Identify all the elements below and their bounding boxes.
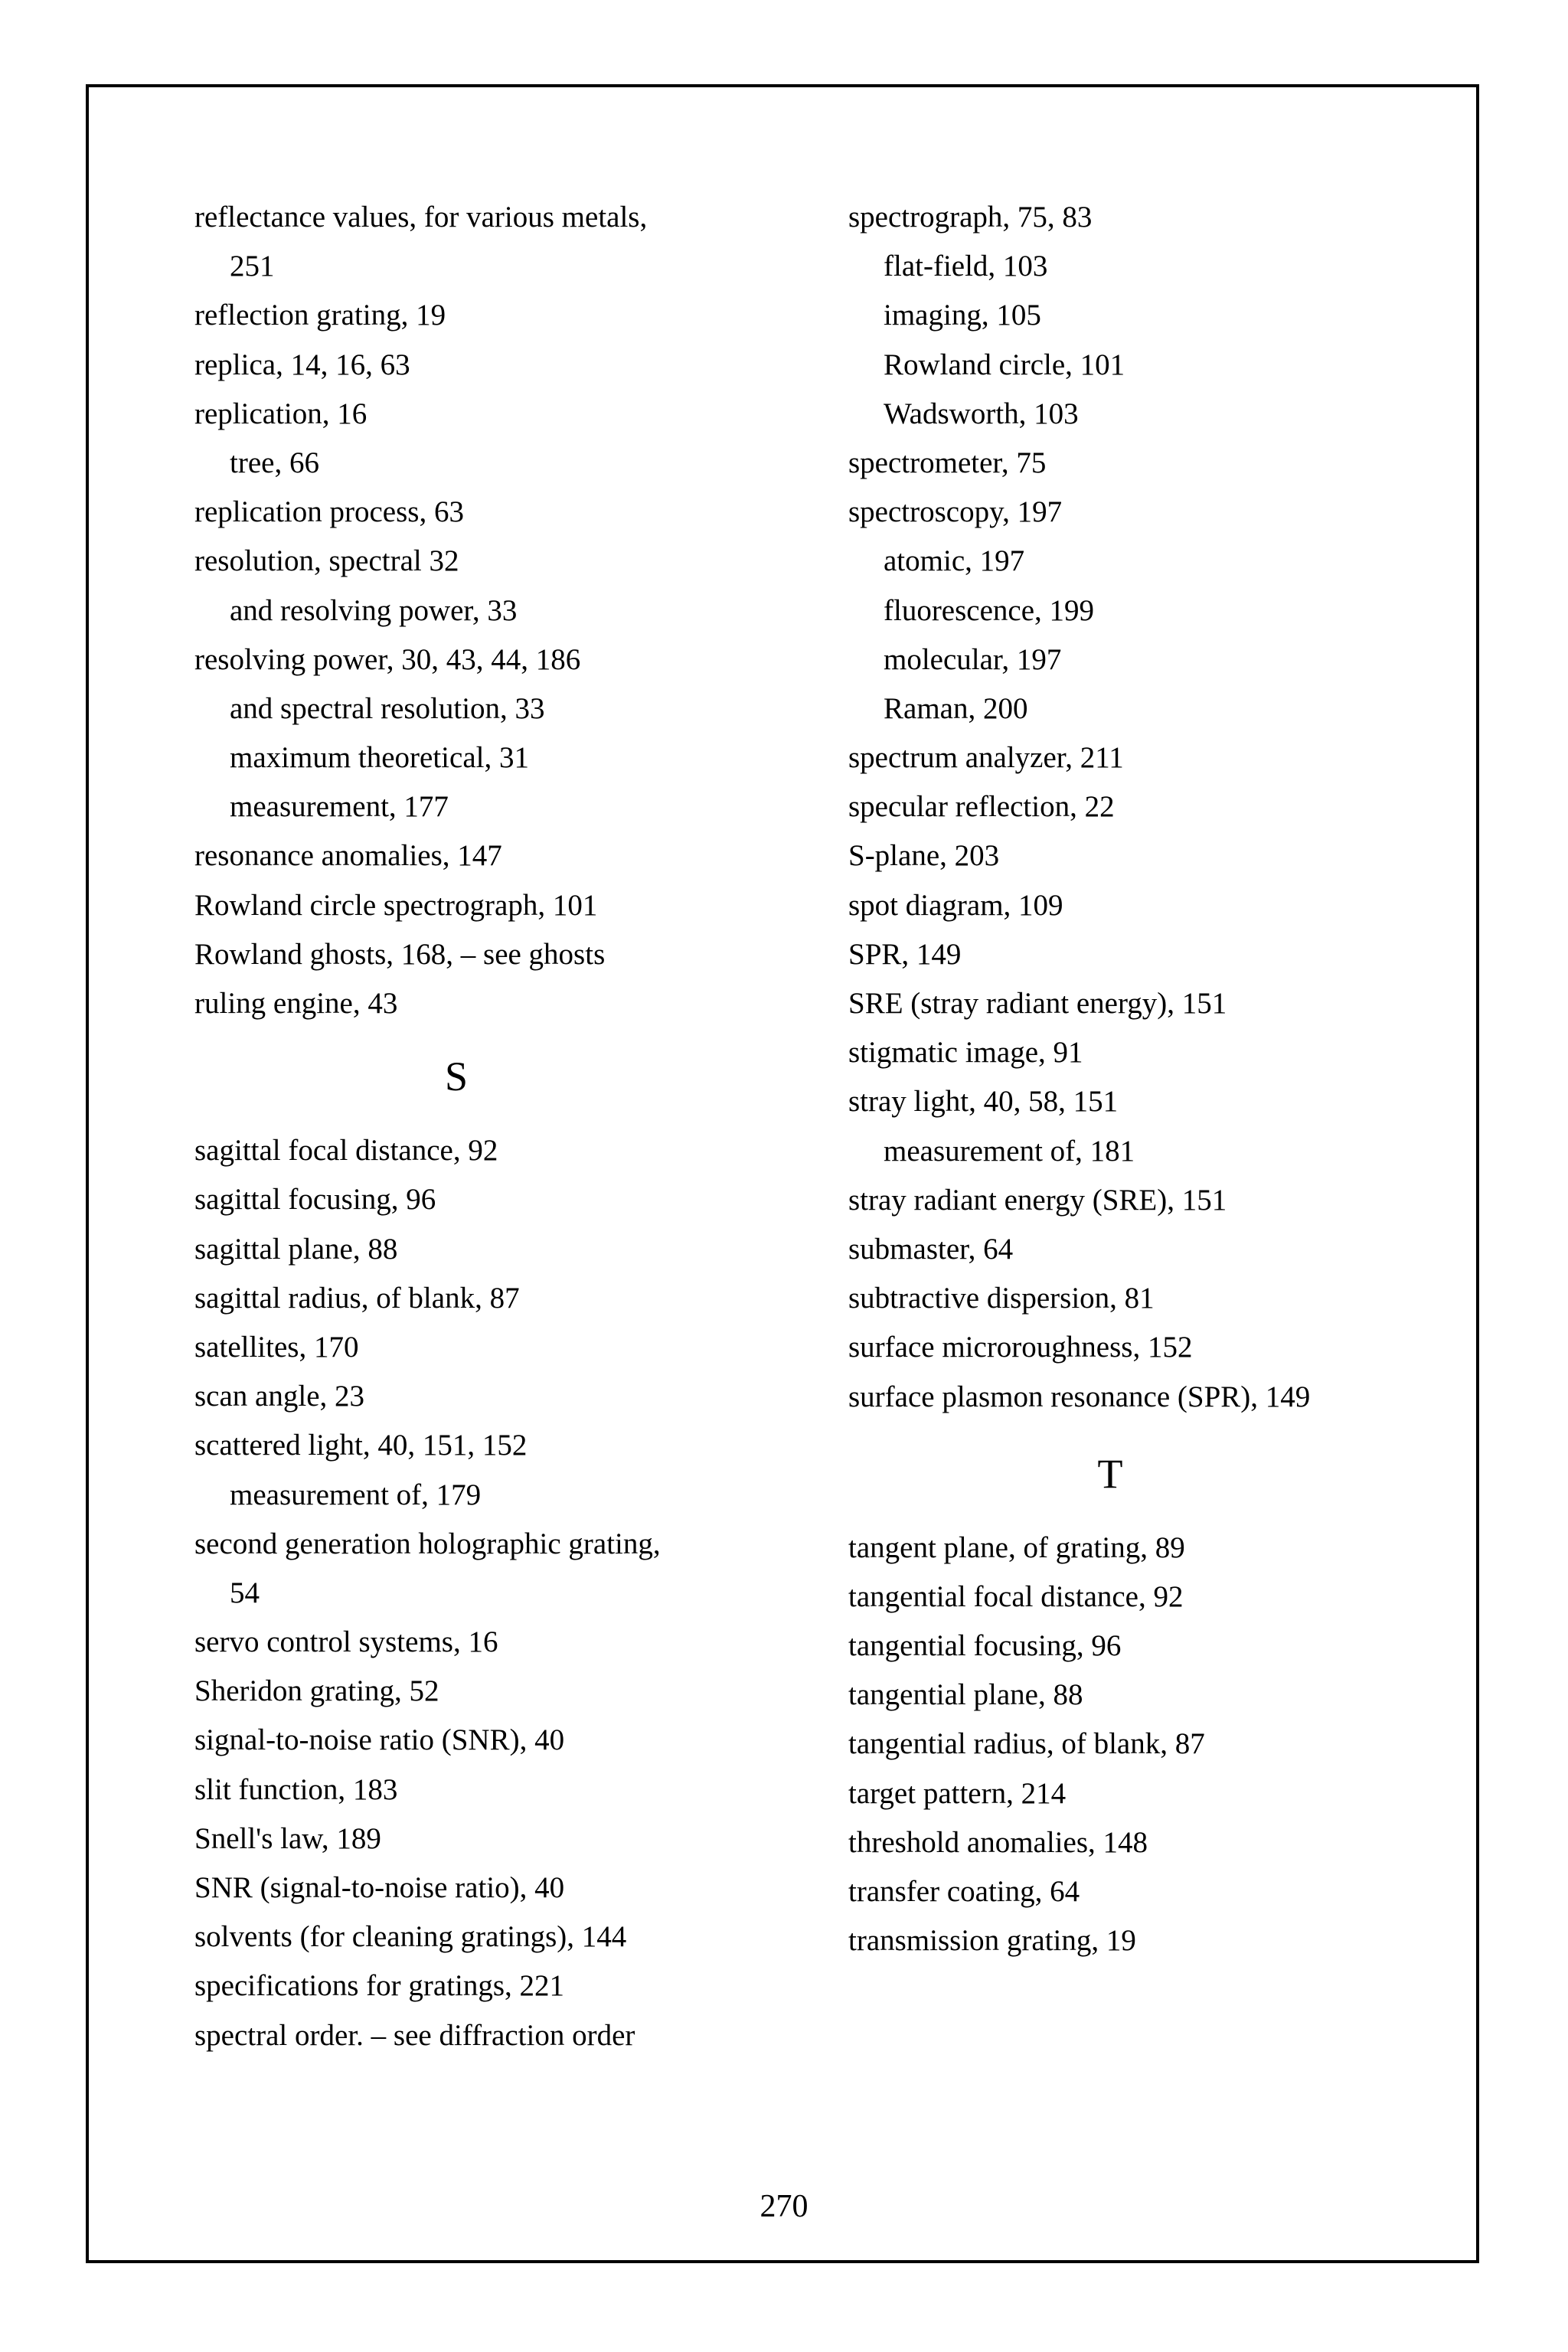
page-number: 270 — [760, 2189, 808, 2224]
index-entry: subtractive dispersion, 81 — [848, 1282, 1155, 1315]
index-entry: tangential focal distance, 92 — [848, 1579, 1184, 1613]
index-entry: target pattern, 214 — [848, 1776, 1067, 1810]
index-entry: resolving power, 30, 43, 44, 186 — [194, 642, 581, 676]
entry-list-before-t — [848, 193, 1476, 1422]
entry-list-after-s — [194, 1126, 822, 2060]
index-entry: replication process, 63 — [194, 495, 464, 529]
index-entry: sagittal focal distance, 92 — [194, 1134, 498, 1168]
index-entry: tangent plane, of grating, 89 — [848, 1530, 1185, 1564]
index-subentry: and spectral resolution, 33 — [230, 691, 545, 725]
index-entry: specular reflection, 22 — [848, 790, 1115, 824]
index-entry: submaster, 64 — [848, 1232, 1014, 1266]
entry-list-before-s — [194, 193, 822, 1028]
index-entry: SPR, 149 — [848, 937, 962, 971]
index-entry: SNR (signal-to-noise ratio), 40 — [194, 1871, 565, 1904]
index-entry: resolution, spectral 32 — [194, 544, 459, 578]
section-letter-s: S — [444, 1054, 469, 1100]
index-column-left — [194, 193, 822, 2060]
index-subentry: Rowland circle, 101 — [884, 348, 1125, 381]
index-entry: Snell's law, 189 — [194, 1821, 381, 1855]
index-column-right — [848, 193, 1476, 1965]
section-letter-t: T — [1097, 1450, 1123, 1497]
index-entry: signal-to-noise ratio (SNR), 40 — [194, 1723, 565, 1757]
index-entry: satellites, 170 — [194, 1330, 359, 1364]
index-entry: SRE (stray radiant energy), 151 — [848, 987, 1227, 1020]
index-subentry: imaging, 105 — [884, 299, 1041, 332]
index-entry: solvents (for cleaning gratings), 144 — [194, 1920, 627, 1954]
index-entry: threshold anomalies, 148 — [848, 1825, 1148, 1859]
index-entry: spectroscopy, 197 — [848, 495, 1063, 529]
index-entry: scan angle, 23 — [194, 1380, 365, 1413]
index-subentry: 251 — [230, 250, 275, 283]
index-entry: scattered light, 40, 151, 152 — [194, 1429, 528, 1462]
index-subentry: molecular, 197 — [884, 642, 1062, 676]
index-entry: reflection grating, 19 — [194, 299, 446, 332]
index-entry: spectral order. – see diffraction order — [194, 2018, 635, 2052]
index-entry: reflectance values, for various metals, — [194, 201, 648, 234]
index-entry: slit function, 183 — [194, 1772, 398, 1806]
index-entry: transfer coating, 64 — [848, 1875, 1080, 1908]
index-entry: specifications for gratings, 221 — [194, 1969, 565, 2003]
index-entry: surface microroughness, 152 — [848, 1331, 1193, 1364]
entry-list-after-t — [848, 1524, 1476, 1966]
index-entry: tangential focusing, 96 — [848, 1629, 1122, 1663]
index-entry: S-plane, 203 — [848, 839, 1000, 873]
index-entry: second generation holographic grating, — [194, 1527, 661, 1560]
index-entry: Rowland circle spectrograph, 101 — [194, 888, 598, 922]
index-entry: replica, 14, 16, 63 — [194, 348, 410, 381]
index-entry: spot diagram, 109 — [848, 888, 1063, 922]
index-entry: tangential radius, of blank, 87 — [848, 1727, 1205, 1761]
index-entry: transmission grating, 19 — [848, 1924, 1136, 1958]
index-entry: spectrum analyzer, 211 — [848, 741, 1124, 775]
index-subentry: measurement of, 179 — [230, 1478, 482, 1511]
index-entry: stray light, 40, 58, 151 — [848, 1085, 1119, 1119]
index-subentry: measurement, 177 — [230, 790, 449, 824]
index-entry: stray radiant energy (SRE), 151 — [848, 1183, 1227, 1217]
index-subentry: flat-field, 103 — [884, 250, 1048, 283]
index-subentry: atomic, 197 — [884, 544, 1025, 578]
index-entry: stigmatic image, 91 — [848, 1036, 1083, 1070]
index-subentry: maximum theoretical, 31 — [230, 741, 529, 775]
index-entry: servo control systems, 16 — [194, 1625, 498, 1659]
index-entry: resonance anomalies, 147 — [194, 839, 502, 873]
index-subentry: measurement of, 181 — [884, 1134, 1135, 1168]
index-subentry: Raman, 200 — [884, 691, 1028, 725]
index-subentry: and resolving power, 33 — [230, 593, 518, 627]
index-entry: surface plasmon resonance (SPR), 149 — [848, 1380, 1311, 1413]
index-entry: spectrograph, 75, 83 — [848, 201, 1093, 234]
index-subentry: Wadsworth, 103 — [884, 397, 1079, 430]
index-entry: replication, 16 — [194, 397, 368, 430]
index-subentry: fluorescence, 199 — [884, 593, 1095, 627]
index-entry: sagittal radius, of blank, 87 — [194, 1281, 520, 1315]
index-subentry: 54 — [230, 1576, 260, 1609]
index-entry: sagittal plane, 88 — [194, 1232, 398, 1266]
index-entry: ruling engine, 43 — [194, 987, 398, 1020]
index-entry: Rowland ghosts, 168, – see ghosts — [194, 937, 606, 971]
index-subentry: tree, 66 — [230, 446, 319, 479]
index-entry: spectrometer, 75 — [848, 446, 1047, 479]
index-entry: tangential plane, 88 — [848, 1678, 1083, 1712]
index-entry: sagittal focusing, 96 — [194, 1183, 436, 1217]
index-entry: Sheridon grating, 52 — [194, 1674, 439, 1708]
